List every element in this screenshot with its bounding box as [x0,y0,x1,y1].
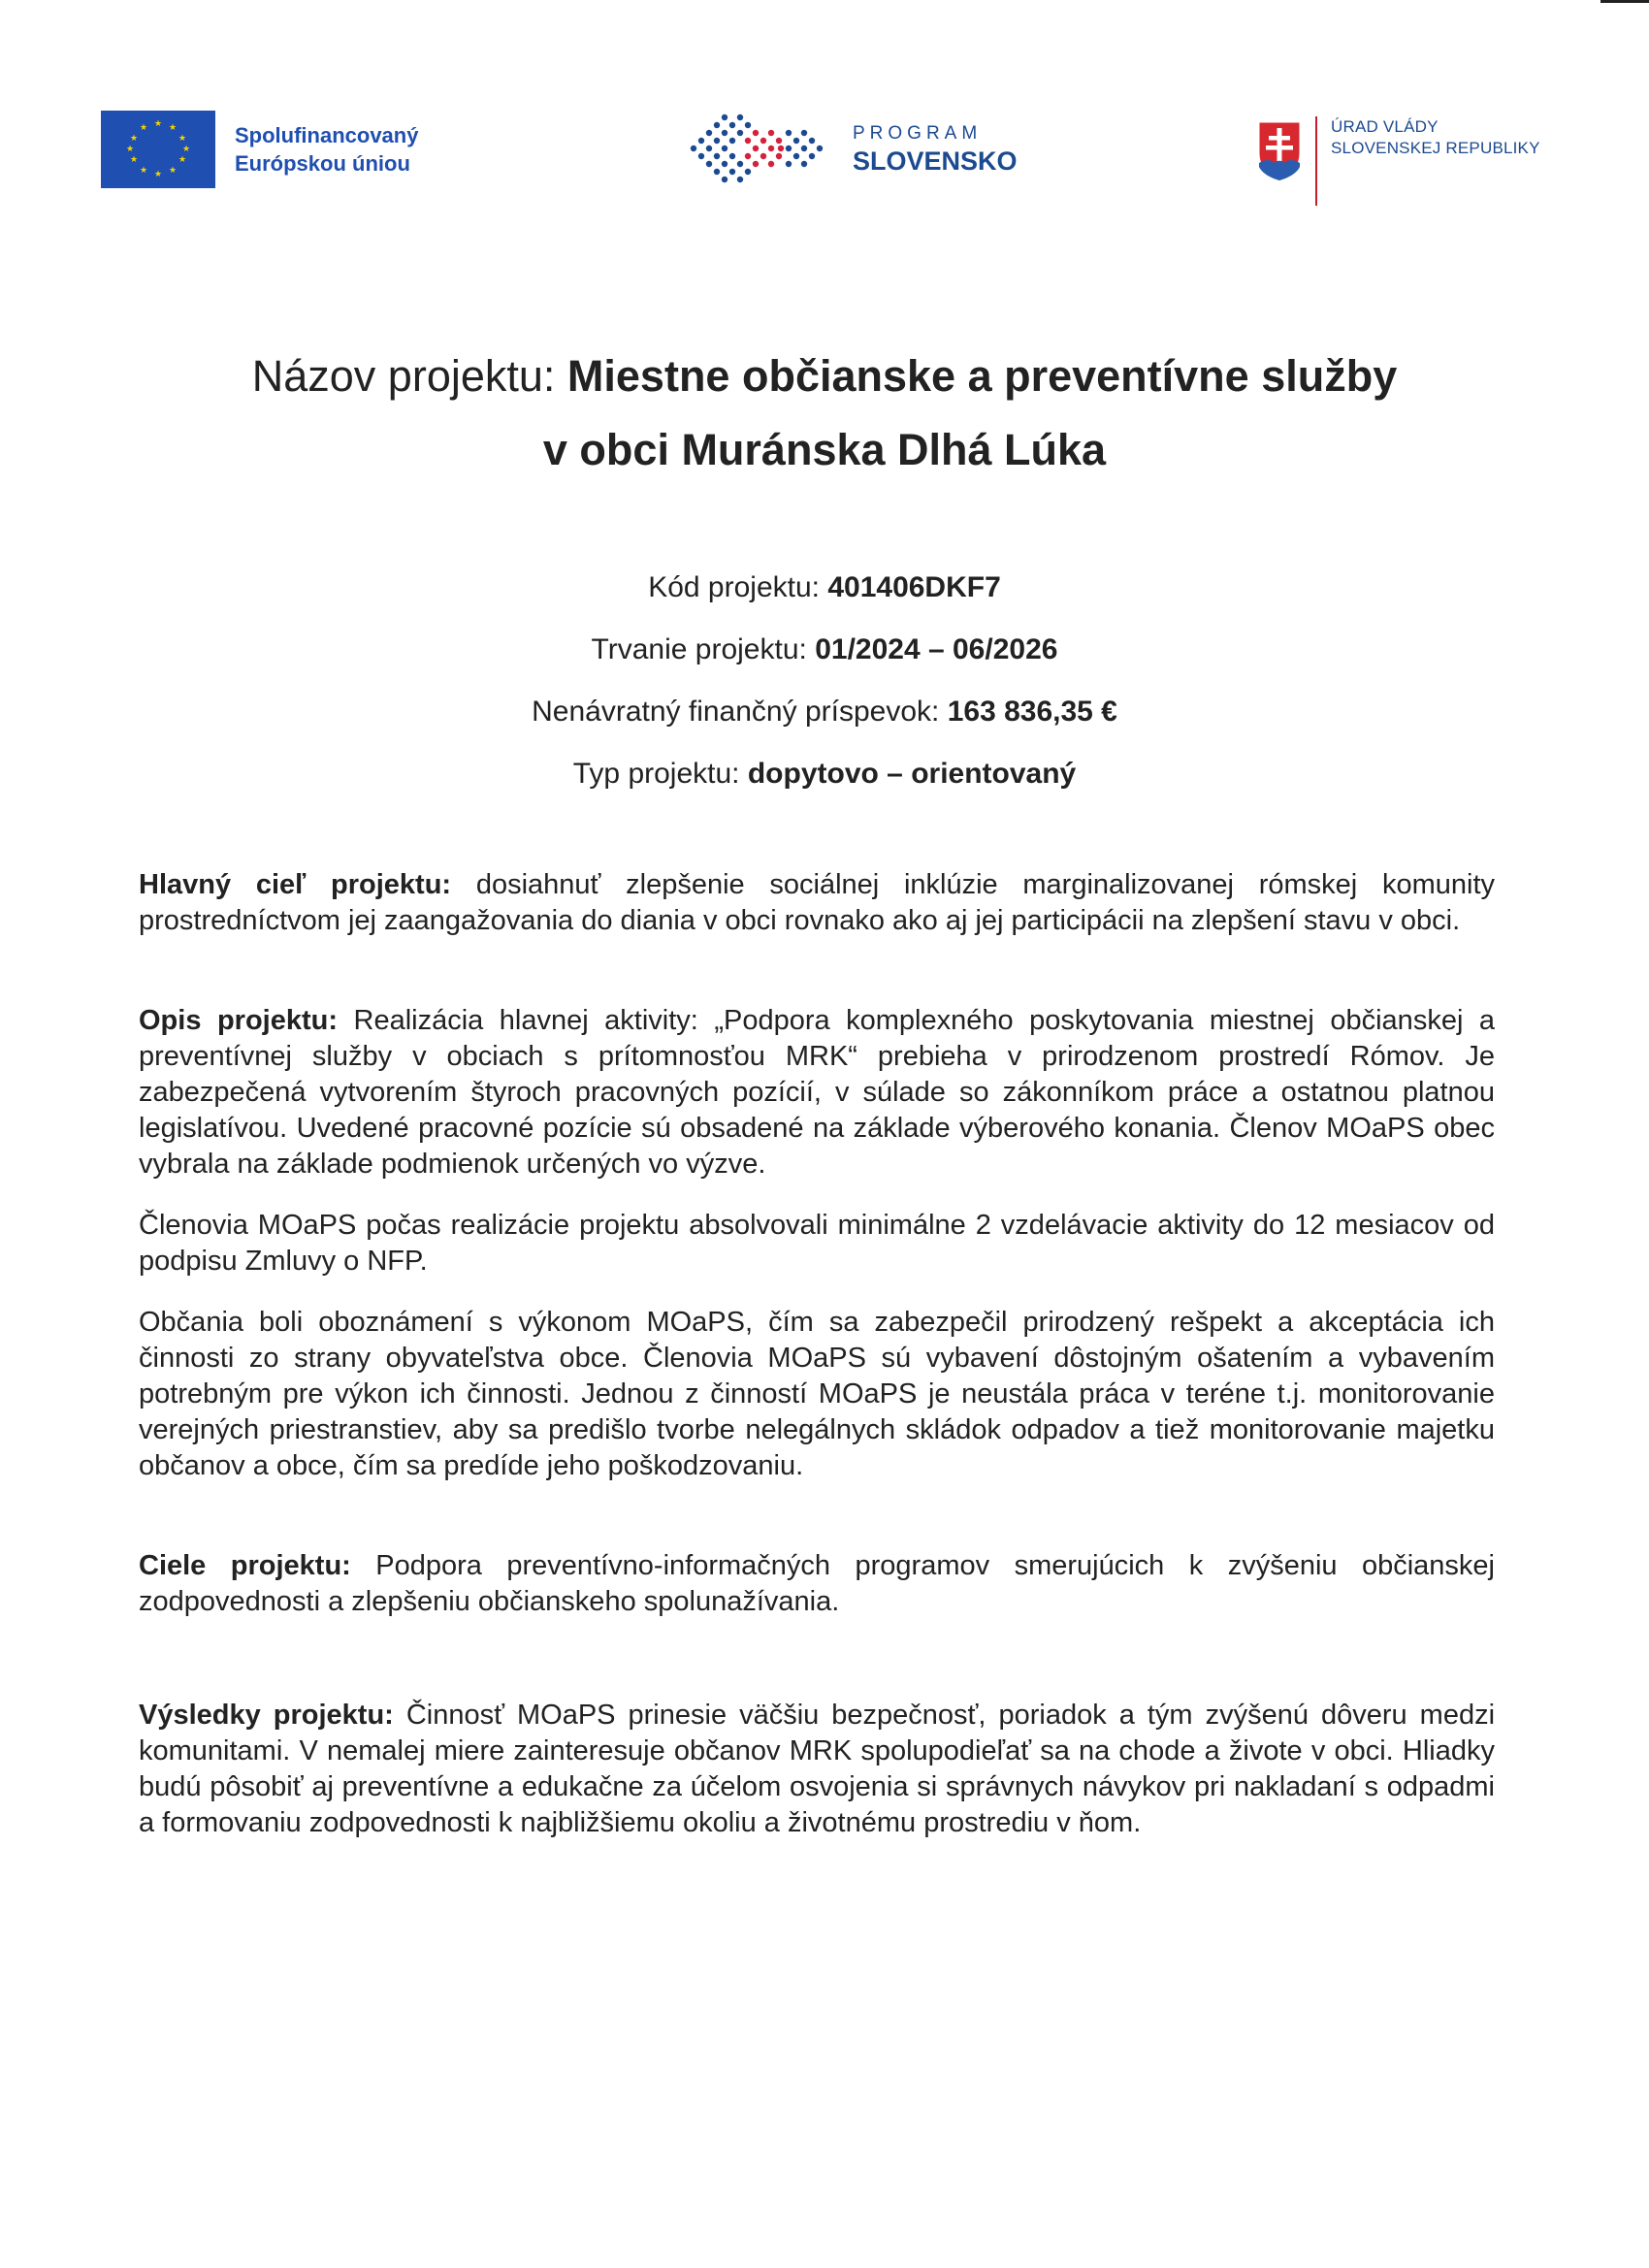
goal-label: Hlavný cieľ projektu: [139,869,452,900]
description-text: Realizácia hlavnej aktivity: „Podpora komplexného poskytovania miestnej občianskej a preventívnej služby v obciach s prítomnosťou MRK“ prebieha v prirodzenom prostredí Rómov. Je zabezpečená vytvorením štyroch pracovných pozícií, v súlade so zákonníkom práce a ostatnou platnou legislatívou. Uvedené pracovné pozície sú obsadené na základe výberového konania. Členov MOaPS obec vybrala na základe podmienok určených vo výzve. [139,1005,1496,1180]
gov-logo-line1: ÚRAD VLÁDY [1331,117,1439,136]
eu-logo-line2: Európskou úniou [235,151,410,176]
goal-paragraph [139,867,1495,939]
goal-text: dosiahnuť zlepšenie sociálnej inklúzie marginalizovanej rómskej komunity prostredníctvom jej zaangažovania do diania v obci rovnako ako aj jej participácii na zlepšení stavu v obci. [139,869,1496,936]
code-label: Kód projektu: [648,571,820,603]
eu-logo-line1: Spolufinancovaný [235,123,419,147]
project-body [139,867,1495,1841]
objectives-text: Podpora preventívno-informačných programov smerujúcich k zvýšeniu občianskej zodpovednosti a zlepšeniu občianskeho spolunažívania. [139,1550,1495,1617]
government-office-logo [1257,109,1540,206]
logo-header [0,105,1649,211]
duration-value: 01/2024 – 06/2026 [815,633,1058,665]
meta-duration [0,619,1649,681]
eu-flag-icon: ★ ★ ★ ★ ★ ★ ★ ★ ★ ★ ★ ★ [101,111,215,188]
grant-label: Nenávratný finančný príspevok: [532,696,940,728]
results-paragraph [139,1698,1495,1841]
description-paragraph-3: Občania boli oboznámení s výkonom MOaPS, čím sa zabezpečil prirodzený rešpekt a akceptácia ich činnosti zo strany obyvateľstva obce. Členovia MOaPS sú vybavení dôstojným ošatením a vybavením potrebným pre výkon ich činnosti. Jednou z činností MOaPS je neustála práca v teréne t.j. monitorovanie verejných priestranstiev, aby sa predišlo tvorbe nelegálnych skládok odpadov a tiež monitorovanie majetku občanov a obce, čím sa predíde jeho poškodzovaniu. [139,1307,1495,1481]
code-value: 401406DKF7 [827,571,1001,603]
project-meta [0,557,1649,805]
meta-type [0,743,1649,805]
description-paragraph [139,1003,1495,1183]
description-paragraph-2: Členovia MOaPS počas realizácie projektu absolvovali minimálne 2 vzdelávacie aktivity do 12 mesiacov od podpisu Zmluvy o NFP. [139,1210,1495,1277]
slovak-coat-of-arms-icon [1257,120,1302,182]
program-logo-line2: SLOVENSKO [853,146,1018,176]
title-prefix: Názov projektu: [251,351,556,401]
objectives-paragraph [139,1548,1495,1620]
grant-value: 163 836,35 € [947,696,1117,728]
project-title [0,340,1649,487]
results-text: Činnosť MOaPS prinesie väčšiu bezpečnosť, poriadok a tým zvýšenú dôveru medzi komunitami. V nemalej miere zainteresuje občanov MRK spolupodieľať sa na chode a živote v obci. Hliadky budú pôsobiť aj preventívne a edukačne za účelom osvojenia si správnych návykov pri nakladaní s odpadmi a formovaniu zodpovednosti k najbližšiemu okoliu a životnému prostrediu v ňom. [139,1700,1496,1838]
title-main-line2: v obci Muránska Dlhá Lúka [542,425,1107,474]
title-main-line1: Miestne občianske a preventívne služby [566,351,1398,401]
results-label: Výsledky projektu: [139,1700,394,1731]
type-value: dopytovo – orientovaný [747,758,1077,790]
type-label: Typ projektu: [572,758,740,790]
program-slovensko-logo [684,105,1018,192]
duration-label: Trvanie projektu: [591,633,807,665]
program-slovensko-mark-icon [684,105,839,192]
scan-corner-mark [1600,0,1649,3]
description-label: Opis projektu: [139,1005,339,1036]
program-logo-line1: PROGRAM [853,123,983,144]
meta-grant [0,681,1649,743]
gov-logo-line2: SLOVENSKEJ REPUBLIKY [1331,139,1540,157]
meta-code [0,557,1649,619]
eu-cofinanced-logo [101,111,418,188]
objectives-label: Ciele projektu: [139,1550,351,1581]
logo-divider [1315,116,1317,206]
